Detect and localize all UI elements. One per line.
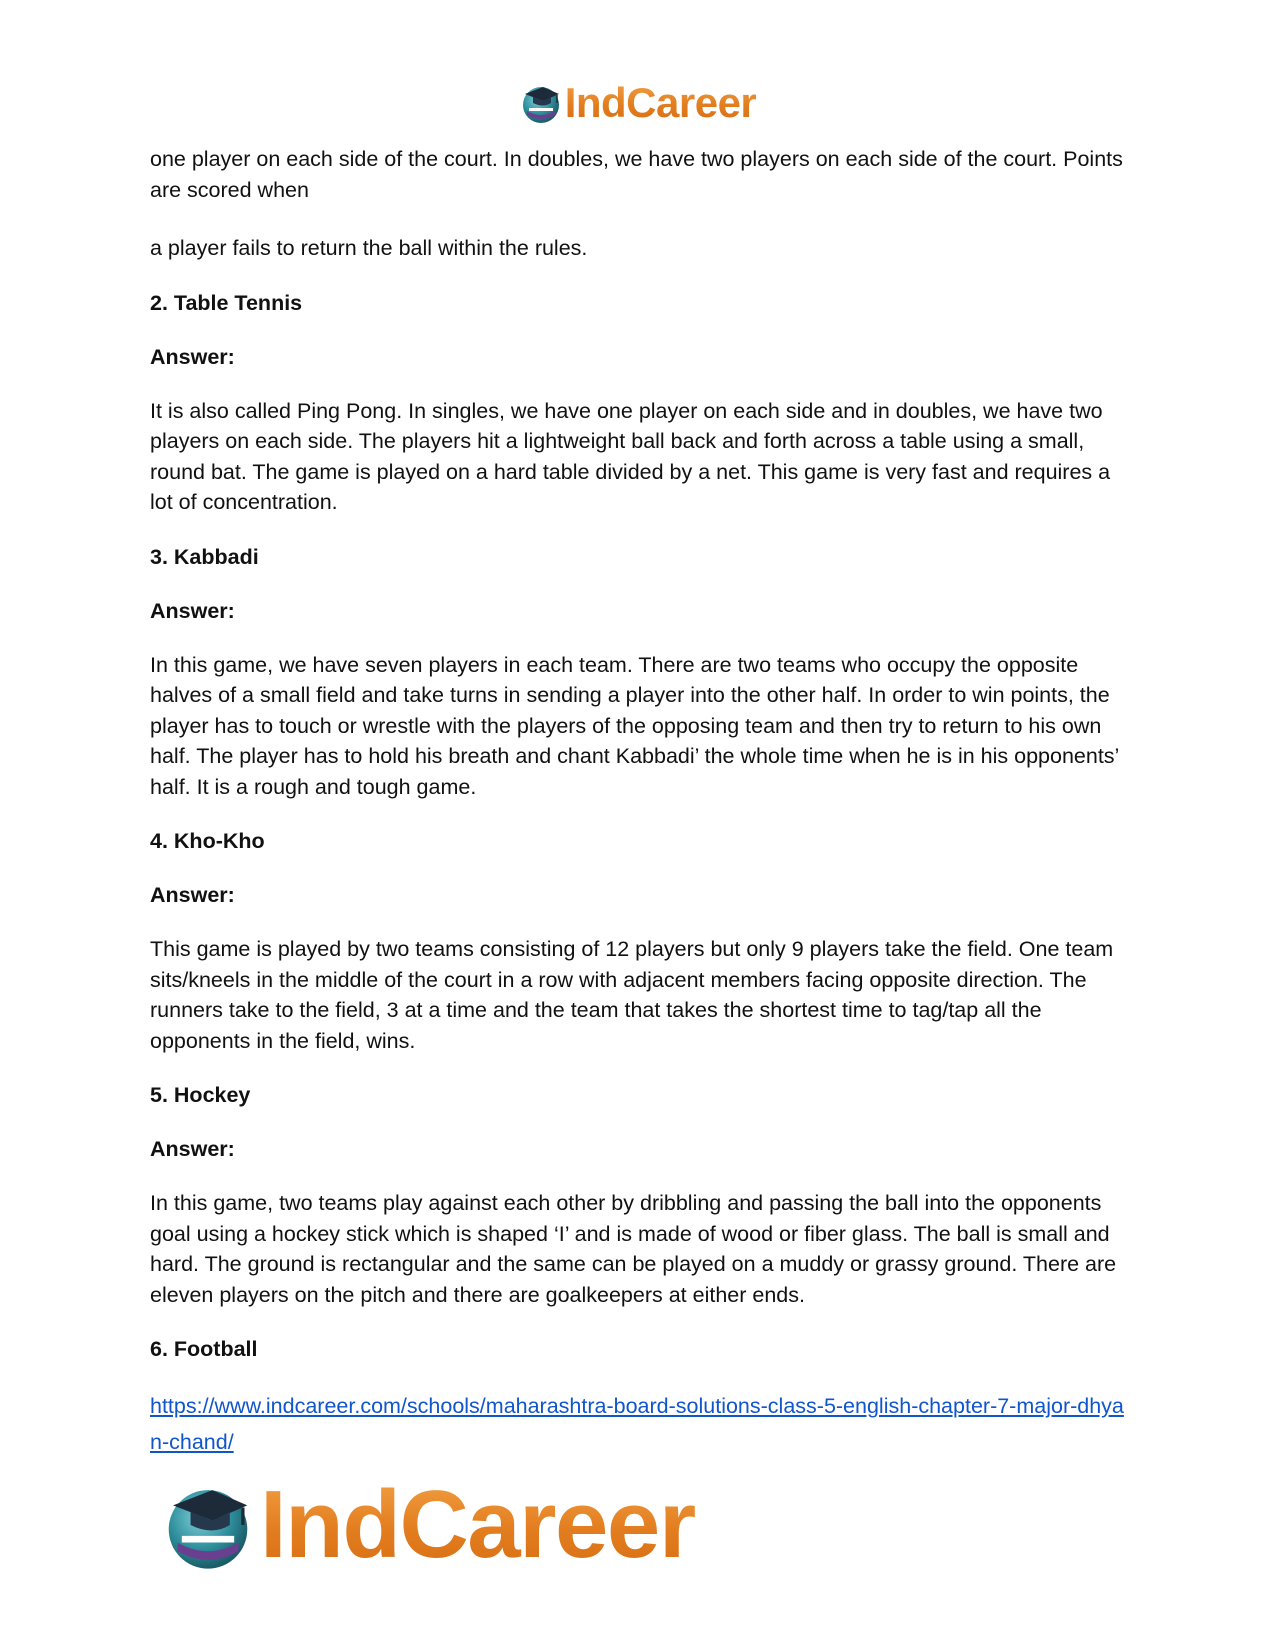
answer-label: Answer: [150,344,235,369]
source-link[interactable]: https://www.indcareer.com/schools/maharashtra-board-solutions-class-5-english-chapter-7-major-dhyan-chand/ [150,1394,1124,1454]
section-heading-table-tennis: 2. Table Tennis [150,290,303,315]
intro-continuation: a player fails to return the ball within the rules. [150,236,588,260]
section-heading-kabbadi: 3. Kabbadi [150,544,259,569]
section-heading-football: 6. Football [150,1337,258,1361]
answer-hockey: In this game, two teams play against each other by dribbling and passing the ball into the opponents goal using a hockey stick which is shaped ‘I’ and is made of wood or fiber glass. The ball is small and hard. The ground is rectangular and the same can be played on a muddy or grassy ground. There are eleven players on the pitch and there are goalkeepers at either ends. [150,1191,1117,1307]
answer-kabbadi: In this game, we have seven players in each team. There are two teams who occupy the opposite halves of a small field and take turns in sending a player into the other half. In order to win points, the player has to touch or wrestle with the players of the opposing team and then try to return to his own half. The player has to hold his breath and chant Kabbadi’ the whole time when he is in his opponents’ half. It is a rough and tough game. [150,652,1119,799]
graduation-globe-icon [519,81,563,125]
intro-text: one player on each side of the court. In doubles, we have two players on each side of the court. Points are scored when [150,147,1123,202]
section-heading-kho-kho: 4. Kho-Kho [150,829,265,853]
graduation-globe-icon [160,1477,256,1573]
header-logo [0,78,1275,128]
answer-label: Answer: [150,1137,235,1161]
logo-text: IndCareer [260,1471,695,1578]
logo [519,79,757,127]
answer-table-tennis: It is also called Ping Pong. In singles, we have one player on each side and in doubles, we have two players on each side. The players hit a lightweight ball back and forth across a table using a small, round bat. The game is played on a hard table divided by a net. This game is very fast and requires a lot of concentration. [150,398,1111,514]
answer-label: Answer: [150,598,235,623]
intro-paragraph [150,144,1130,205]
footer-logo [160,1470,695,1580]
answer-kho-kho: This game is played by two teams consisting of 12 players but only 9 players take the field. One team sits/kneels in the middle of the court in a row with adjacent members facing opposite direction. The runners take to the field, 3 at a time and the team that takes the shortest time to tag/tap all the opponents in the field, wins. [150,937,1114,1053]
document-body [150,144,1130,1460]
answer-label: Answer: [150,883,235,907]
section-heading-hockey: 5. Hockey [150,1083,251,1107]
logo-text: IndCareer [564,79,757,126]
